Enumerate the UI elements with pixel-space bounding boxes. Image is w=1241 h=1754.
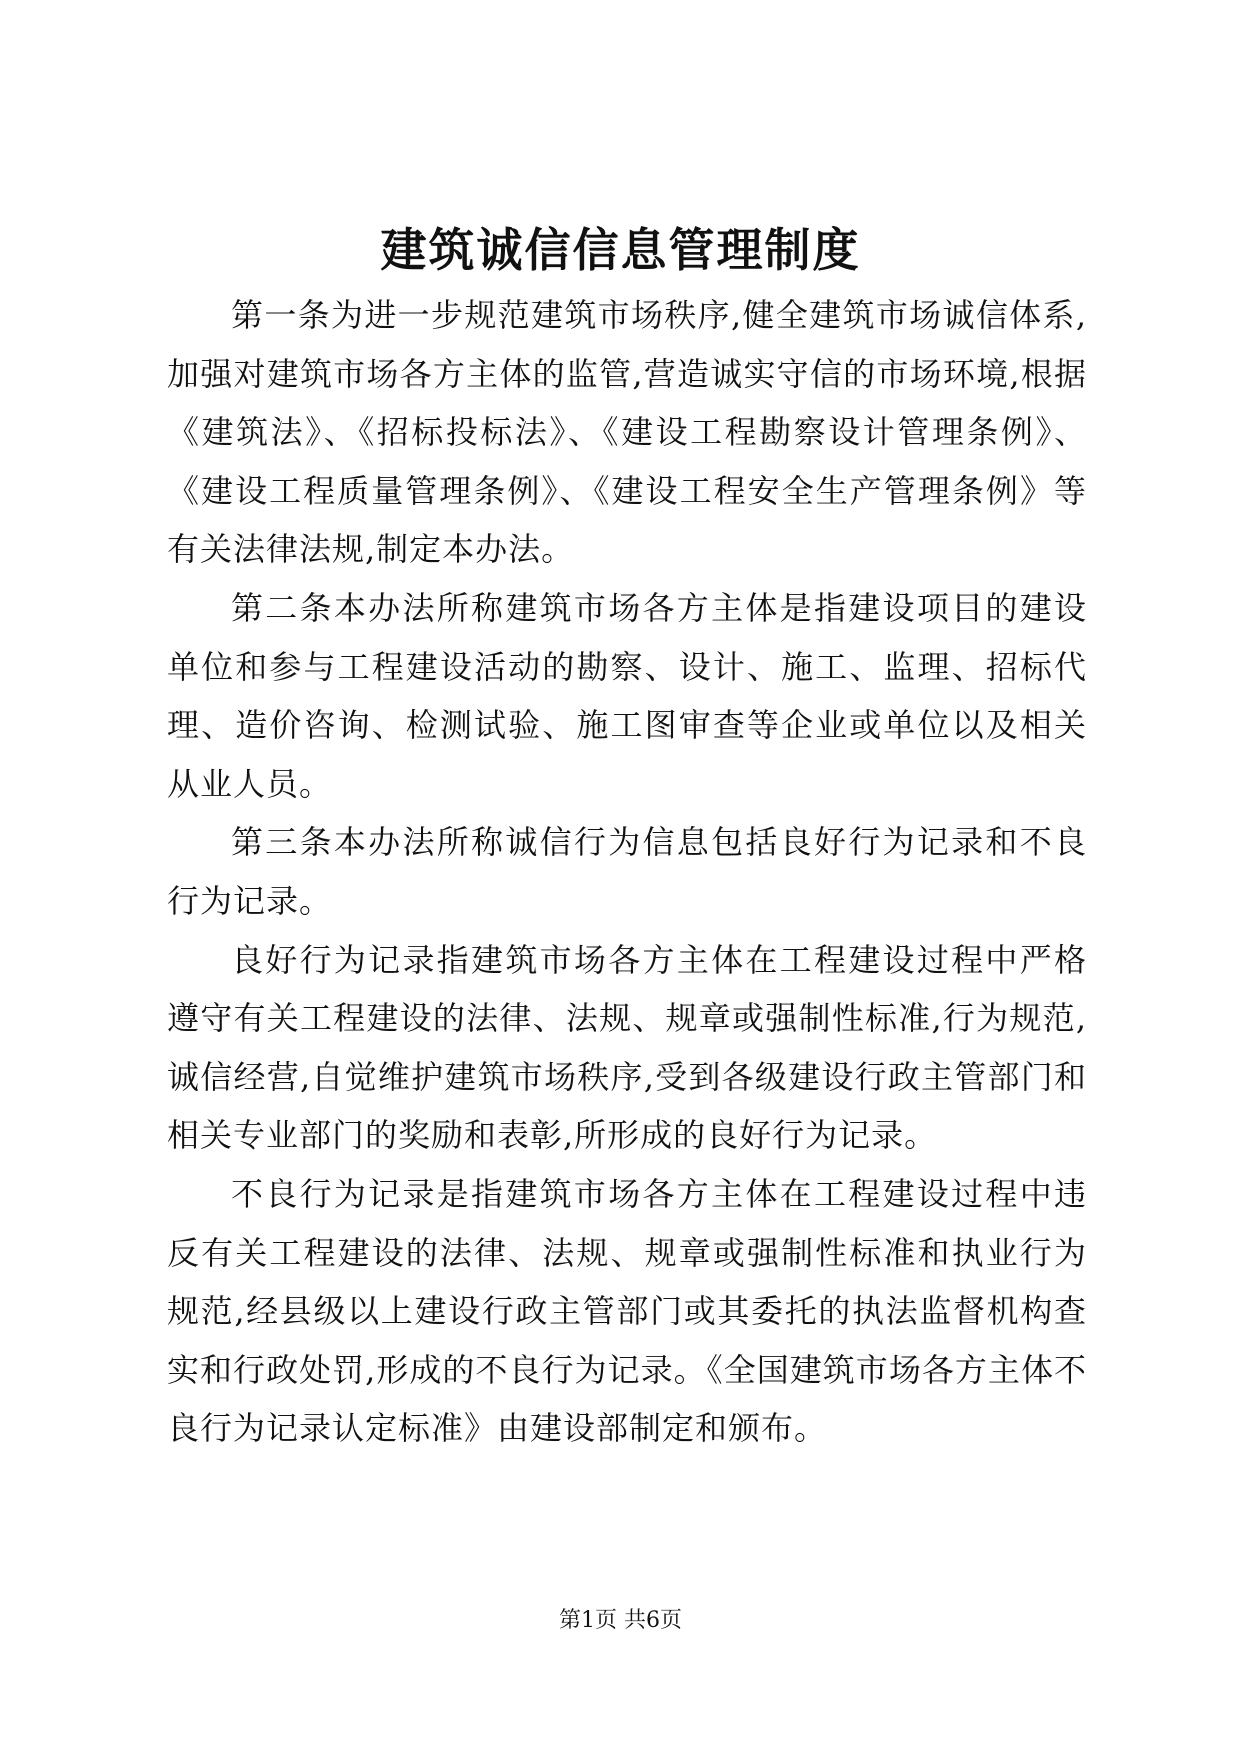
paragraph-bad-record: 不良行为记录是指建筑市场各方主体在工程建设过程中违反有关工程建设的法律、法规、规章或强制性标准和执业行为规范,经县级以上建设行政主管部门或其委托的执法监督机构查实和行政处罚,形成的不良行为记录。《全国建筑市场各方主体不良行为记录认定标准》由建设部制定和颁布。 (167, 1174, 1087, 1448)
paragraph-article-3: 第三条本办法所称诚信行为信息包括良好行为记录和不良行为记录。 (167, 823, 1087, 920)
paragraph-article-2: 第二条本办法所称建筑市场各方主体是指建设项目的建设单位和参与工程建设活动的勘察、设计、施工、监理、招标代理、造价咨询、检测试验、施工图审查等企业或单位以及相关从业人员。 (167, 588, 1087, 803)
paragraph-good-record: 良好行为记录指建筑市场各方主体在工程建设过程中严格遵守有关工程建设的法律、法规、规章或强制性标准,行为规范,诚信经营,自觉维护建筑市场秩序,受到各级建设行政主管部门和相关专业部门的奖励和表彰,所形成的良好行为记录。 (167, 940, 1087, 1155)
document-title: 建筑诚信信息管理制度 (380, 223, 861, 277)
document-body (167, 286, 1087, 1458)
page-number-footer: 第1页 共6页 (559, 1608, 682, 1633)
paragraph-article-1: 第一条为进一步规范建筑市场秩序,健全建筑市场诚信体系,加强对建筑市场各方主体的监管,营造诚实守信的市场环境,根据《建筑法》、《招标投标法》、《建设工程勘察设计管理条例》、《建设工程质量管理条例》、《建设工程安全生产管理条例》等有关法律法规,制定本办法。 (167, 296, 1087, 569)
